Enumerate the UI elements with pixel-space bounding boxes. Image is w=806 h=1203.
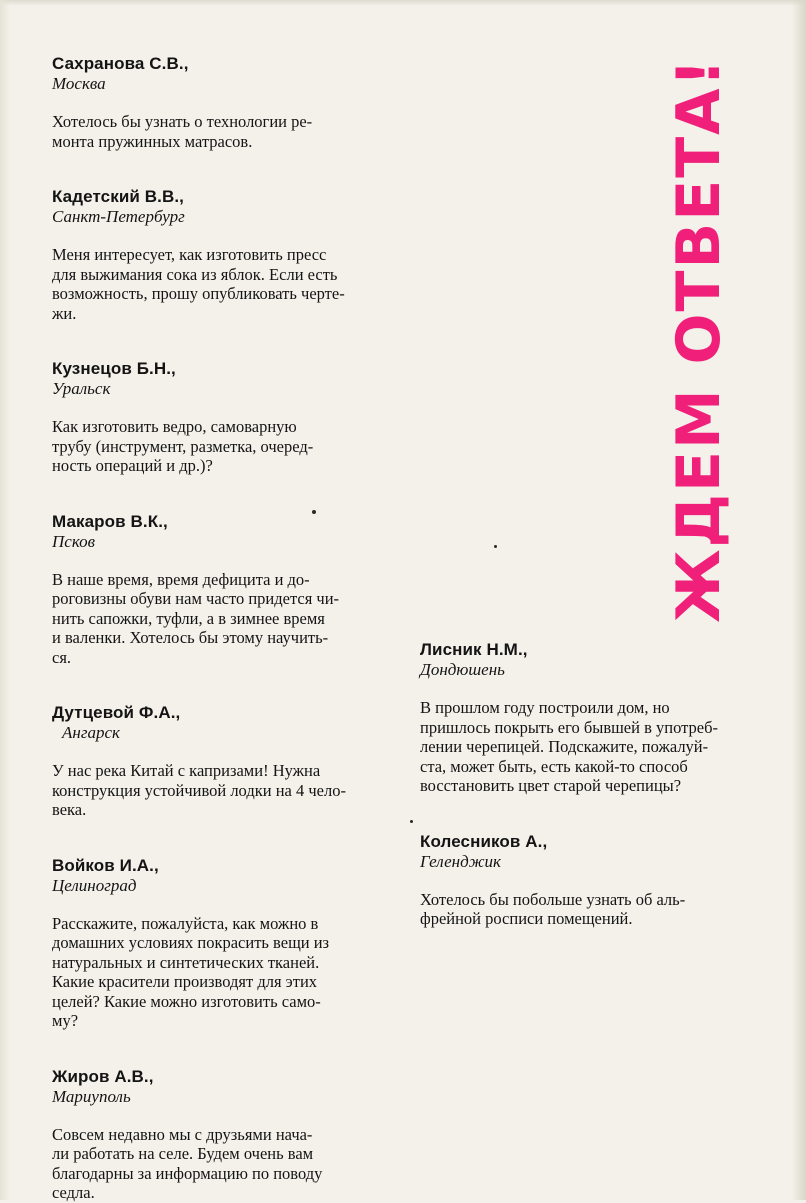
page-left-edge [0,0,10,1200]
letter-entry [52,703,376,820]
letter-city: Мариуполь [52,1086,131,1106]
letter-author: Лисник Н.М., [420,640,528,659]
letter-text: Как изготовить ведро, самоварную трубу (инструмент, разметка, очеред- ность операций и др.)? [52,417,314,475]
letter-author: Макаров В.К., [52,511,168,531]
headline-title: ЖДЕМ ОТВЕТА! [664,57,735,623]
letter-text: В прошлом году построили дом, но пришлось покрыть его бывшей в употреб- лении черепицей. Подскажите, пожалуй- ста, может быть, есть какой-то способ восстановить цвет старой черепицы? [420,698,718,795]
letter-entry [420,640,740,796]
letter-text: В наше время, время дефицита и до- роговизны обуви нам часто придется чи- нить сапожки, туфли, а в зимнее время и валенки. Хотелось бы этому научить- ся. [52,569,340,667]
letter-text: Хотелось бы узнать о технологии ре- монта пружинных матрасов. [52,112,313,151]
letter-entry [52,1067,376,1203]
ink-speck [410,820,413,823]
letter-author: Войков И.А., [52,855,159,875]
headline-banner [664,57,735,623]
letter-text: Хотелось бы побольше узнать об аль- фрейной росписи помещений. [420,889,686,928]
letter-text: У нас река Китай с капризами! Нужна конструкция устойчивой лодки на 4 чело- века. [52,761,346,819]
letter-city: Дондюшень [420,660,505,679]
letter-entry [52,359,376,476]
letter-entry [420,832,740,929]
left-column [52,54,376,1203]
letter-city: Целиноград [52,875,137,895]
letter-entry [52,512,376,668]
letter-city: Ангарск [62,723,120,742]
right-column [420,640,740,929]
page-right-edge [792,0,806,1200]
letter-author: Кузнецов Б.Н., [52,359,176,378]
ink-speck [494,545,497,548]
letter-text: Меня интересует, как изготовить пресс для выжимания сока из яблок. Если есть возможность, прошу опубликовать черте- жи. [52,245,345,323]
letter-author: Колесников А., [420,831,548,851]
page-top-shadow [0,0,806,6]
letter-city: Псков [52,531,96,551]
letter-author: Жиров А.В., [52,1066,154,1086]
letter-text: Расскажите, пожалуйста, как можно в домашних условиях покрасить вещи из натуральных и синтетических тканей. Какие красители производят для этих целей? Какие можно изготовить само- му? [52,913,330,1030]
letter-author: Кадетский В.В., [52,187,184,206]
letter-city: Москва [52,74,106,93]
letter-entry [52,856,376,1031]
letter-author: Сахранова С.В., [52,54,189,73]
letter-entry [52,187,376,323]
letter-author: Дутцевой Ф.А., [52,703,181,722]
letter-text: Совсем недавно мы с друзьями нача- ли работать на селе. Будем очень вам благодарны за информацию по поводу седла. [52,1124,323,1202]
letter-entry [52,54,376,151]
letter-city: Геленджик [420,851,501,871]
letter-city: Уральск [52,379,111,398]
letter-city: Санкт-Петербург [52,207,185,226]
